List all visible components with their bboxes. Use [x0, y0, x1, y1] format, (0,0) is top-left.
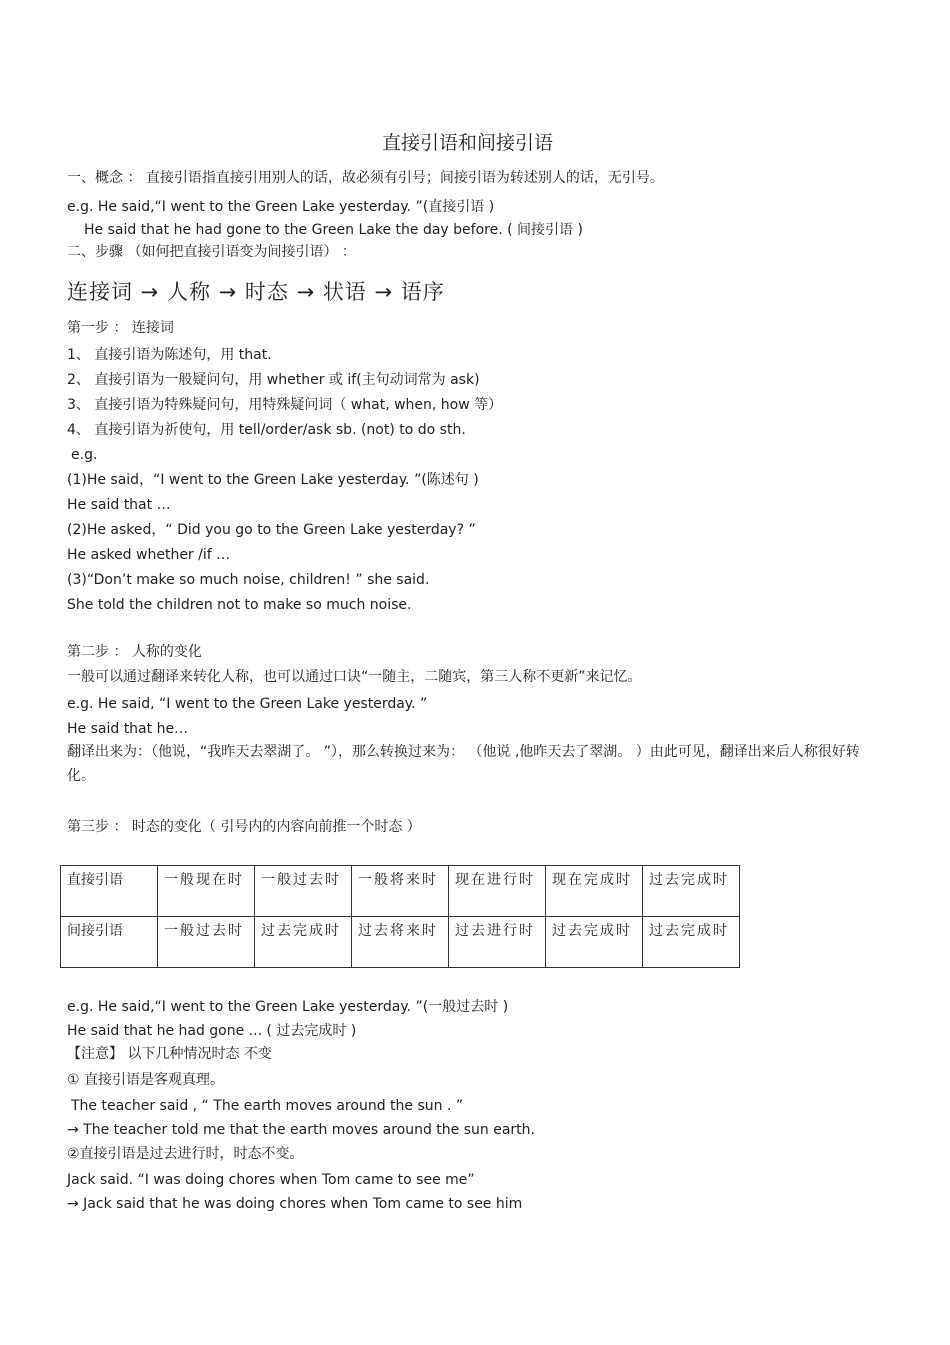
- table-cell: 过去完成时: [546, 917, 643, 968]
- note-1: ① 直接引语是客观真理。: [67, 1072, 225, 1088]
- example-tense-direct: e.g. He said,“I went to the Green Lake yesterday. ”(一般过去时 ): [67, 999, 509, 1015]
- example-2-direct: (2)He asked，“ Did you go to the Green Lake yesterday? ”: [67, 522, 476, 538]
- person-rule: 一般可以通过翻译来转化人称，也可以通过口诀“一随主，二随宾，第三人称不更新”来记忆。: [67, 669, 642, 685]
- example-1-direct: (1)He said，“I went to the Green Lake yesterday. ”(陈述句 ): [67, 472, 479, 488]
- rule-3: 3、 直接引语为特殊疑问句，用特殊疑问词（ what, when, how 等）: [67, 397, 503, 413]
- steps-heading: 二、步骤 （如何把直接引语变为间接引语） ：: [67, 244, 356, 260]
- example-2-indirect: He asked whether /if …: [67, 547, 231, 563]
- table-cell: 一般过去时: [255, 866, 352, 917]
- example-3-direct: (3)“Don’t make so much noise, children! ” she said.: [67, 572, 430, 588]
- table-cell: 过去完成时: [643, 866, 740, 917]
- translation-paragraph: 翻译出来为：（他说，“我昨天去翠湖了。 ”），那么转换过来为： （他说 ,他昨天去了翠湖。 ）由此可见，翻译出来后人称很好转化。: [67, 744, 860, 784]
- table-cell: 一般现在时: [158, 866, 255, 917]
- note-2-indirect: → Jack said that he was doing chores when Tom came to see him: [67, 1196, 523, 1212]
- table-cell: 一般将来时: [352, 866, 449, 917]
- example-direct: e.g. He said,“I went to the Green Lake yesterday. ”(直接引语 ): [67, 199, 495, 215]
- rule-1: 1、 直接引语为陈述句，用 that.: [67, 347, 272, 363]
- example-person-direct: e.g. He said, “I went to the Green Lake yesterday. ”: [67, 696, 428, 712]
- table-cell: 现在进行时: [449, 866, 546, 917]
- table-cell: 一般过去时: [158, 917, 255, 968]
- example-tense-indirect: He said that he had gone ... ( 过去完成时 ): [67, 1023, 357, 1039]
- table-cell: 过去完成时: [255, 917, 352, 968]
- table-cell: 过去完成时: [643, 917, 740, 968]
- note-1-direct: The teacher said , “ The earth moves around the sun . ”: [71, 1098, 464, 1114]
- step2-heading: 第二步 ： 人称的变化: [67, 644, 202, 660]
- rule-2: 2、 直接引语为一般疑问句，用 whether 或 if(主句动词常为 ask): [67, 372, 480, 388]
- eg-label: e.g.: [71, 447, 98, 463]
- table-row: [61, 866, 740, 917]
- table-row: [61, 917, 740, 968]
- note-2: ②直接引语是过去进行时，时态不变。: [67, 1146, 304, 1162]
- example-indirect: He said that he had gone to the Green Lake the day before. ( 间接引语 ): [84, 222, 583, 238]
- note-1-indirect: → The teacher told me that the earth moves around the sun earth.: [67, 1122, 535, 1138]
- example-3-indirect: She told the children not to make so much noise.: [67, 597, 412, 613]
- tense-table: [60, 865, 740, 968]
- table-cell: 过去将来时: [352, 917, 449, 968]
- note-2-direct: Jack said. “I was doing chores when Tom came to see me”: [67, 1172, 475, 1188]
- steps-flow: 连接词 → 人称 → 时态 → 状语 → 语序: [67, 280, 445, 304]
- rule-4: 4、 直接引语为祈使句，用 tell/order/ask sb. (not) to do sth.: [67, 422, 466, 438]
- step3-heading: 第三步 ： 时态的变化（ 引号内的内容向前推一个时态 ）: [67, 819, 421, 835]
- step1-heading: 第一步 ： 连接词: [67, 320, 174, 336]
- note-heading: 【注意】 以下几种情况时态 不变: [67, 1046, 272, 1062]
- example-person-indirect: He said that he…: [67, 721, 189, 737]
- concept-line: 一、概念 ： 直接引语指直接引用别人的话，故必须有引号；间接引语为转述别人的话，无引号。: [67, 170, 664, 186]
- table-cell: 现在完成时: [546, 866, 643, 917]
- table-cell: 过去进行时: [449, 917, 546, 968]
- table-cell: 间接引语: [61, 917, 158, 968]
- page-title: 直接引语和间接引语: [381, 132, 553, 154]
- example-1-indirect: He said that …: [67, 497, 171, 513]
- table-cell: 直接引语: [61, 866, 158, 917]
